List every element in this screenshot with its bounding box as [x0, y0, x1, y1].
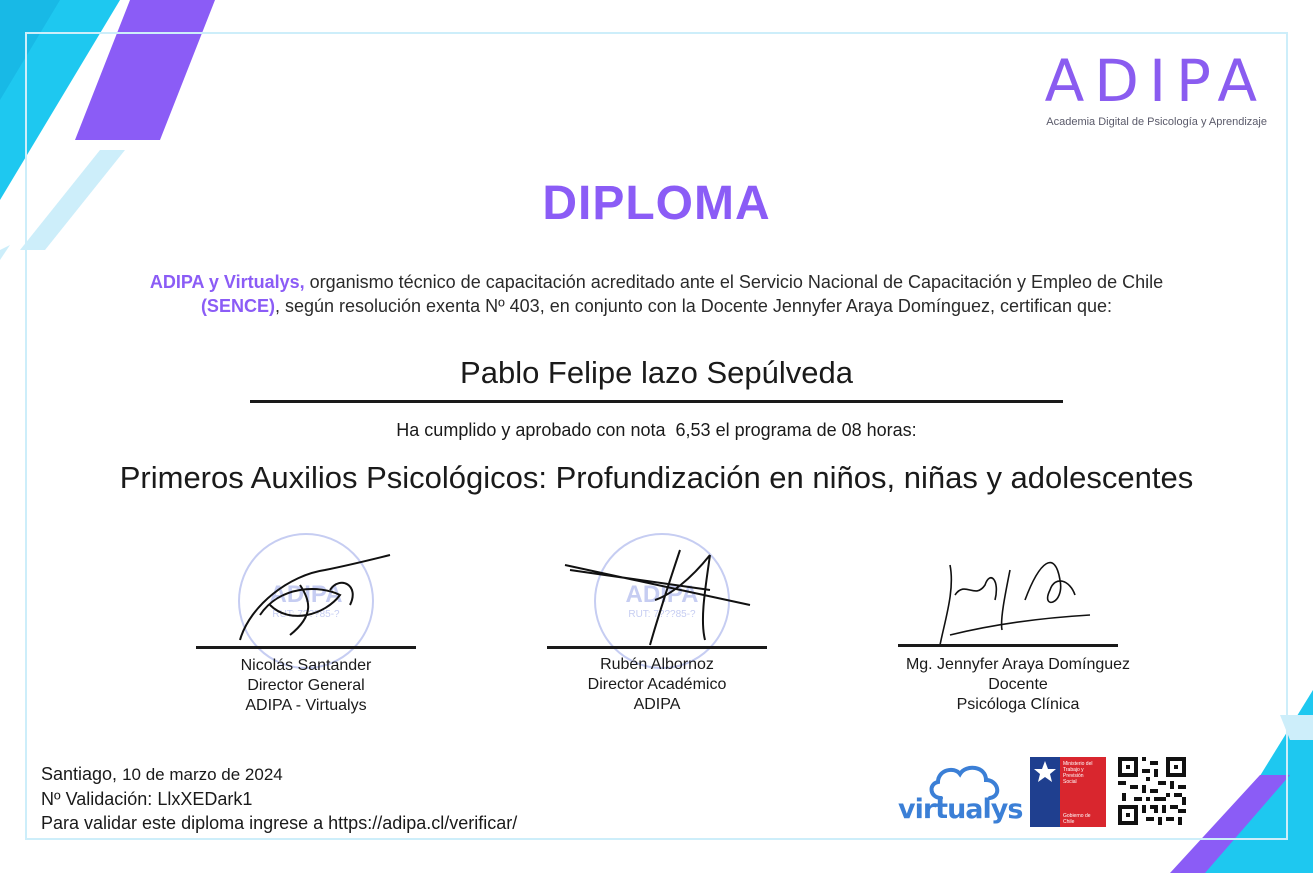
- diploma-title: DIPLOMA: [542, 177, 771, 230]
- virtualys-logo: [898, 760, 1024, 830]
- signatory-org: Psicóloga Clínica: [956, 696, 1080, 713]
- validation-row: [41, 787, 517, 811]
- recipient-name: Pablo Felipe lazo Sepúlveda: [460, 355, 853, 390]
- gov-shield: [1030, 757, 1060, 827]
- grade-suffix: el programa de 08 horas:: [715, 420, 917, 440]
- signature-santander: [230, 545, 400, 645]
- ministry-line: Trabajo y: [1063, 767, 1084, 773]
- intro-paragraph: [110, 270, 1203, 318]
- seal-text: ADIPA: [269, 581, 343, 608]
- qr-code[interactable]: [1118, 757, 1186, 825]
- star-icon: [1030, 757, 1060, 787]
- signatory-role: Director Académico: [587, 676, 727, 693]
- seal-rut: RUT: 7???85-?: [272, 609, 340, 620]
- signatory-name: Nicolás Santander: [240, 657, 372, 674]
- intro-text-1: organismo técnico de capacitación acreditado ante el Servicio Nacional de Capacitación y Empleo de Chile: [304, 272, 1164, 292]
- seal-text: ADIPA: [625, 581, 699, 608]
- signatory-name: Rubén Albornoz: [600, 656, 714, 673]
- issue-place: Santiago,: [41, 764, 118, 784]
- ministry-line: Previsión: [1063, 773, 1084, 779]
- validation-code: LlxXEDark1: [157, 789, 253, 809]
- verify-row: [41, 811, 517, 835]
- adipa-logo: [1027, 47, 1267, 128]
- verify-text: Para validar este diploma ingrese a: [41, 813, 324, 833]
- ministry-line: Social: [1063, 779, 1077, 785]
- ministry-line: Ministerio del: [1063, 761, 1093, 767]
- recipient-underline: [250, 400, 1063, 403]
- intro-highlight: ADIPA y Virtualys,: [149, 272, 305, 292]
- signatory-role: Director General: [247, 677, 365, 694]
- signatory-1: [196, 656, 416, 716]
- signatory-role: Docente: [988, 676, 1048, 693]
- issue-date-row: [41, 762, 517, 787]
- grade-statement: [0, 420, 1313, 441]
- signature-araya: [930, 540, 1100, 650]
- signatory-3: [898, 655, 1138, 715]
- course-title: Primeros Auxilios Psicológicos: Profundización en niños, niñas y adolescentes: [119, 460, 1194, 495]
- issue-date: 10 de marzo de 2024: [122, 765, 283, 784]
- seal-rut: RUT: 7???85-?: [628, 609, 696, 620]
- signatory-name: Mg. Jennyfer Araya Domínguez: [905, 656, 1131, 673]
- signature-line-2: [547, 646, 767, 649]
- intro-text-2: , según resolución exenta Nº 403, en conjunto con la Docente Jennyfer Araya Domínguez, certifican que:: [274, 296, 1113, 316]
- signatory-2: [547, 655, 767, 715]
- verify-url[interactable]: https://adipa.cl/verificar/: [328, 813, 518, 833]
- ministry-label: [1060, 757, 1106, 827]
- grade-prefix: Ha cumplido y aprobado con nota: [396, 420, 666, 440]
- logo-subtitle: Academia Digital de Psicología y Aprendizaje: [1046, 116, 1267, 128]
- signature-albornoz: [560, 540, 760, 650]
- signature-line-1: [196, 646, 416, 649]
- gov-label: Gobierno de Chile: [1063, 813, 1091, 825]
- validation-label: Nº Validación:: [41, 789, 153, 809]
- footer-info: [41, 762, 517, 835]
- logo-wordmark: ADIPA: [1044, 47, 1267, 115]
- signatory-org: ADIPA - Virtualys: [245, 697, 367, 714]
- signature-line-3: [898, 644, 1118, 647]
- virtualys-wordmark: virtualys: [898, 794, 1023, 825]
- intro-sence: (SENCE): [200, 296, 275, 316]
- ministry-logo: [1030, 757, 1106, 827]
- signatory-org: ADIPA: [633, 696, 681, 713]
- grade-value: 6,53: [675, 420, 711, 440]
